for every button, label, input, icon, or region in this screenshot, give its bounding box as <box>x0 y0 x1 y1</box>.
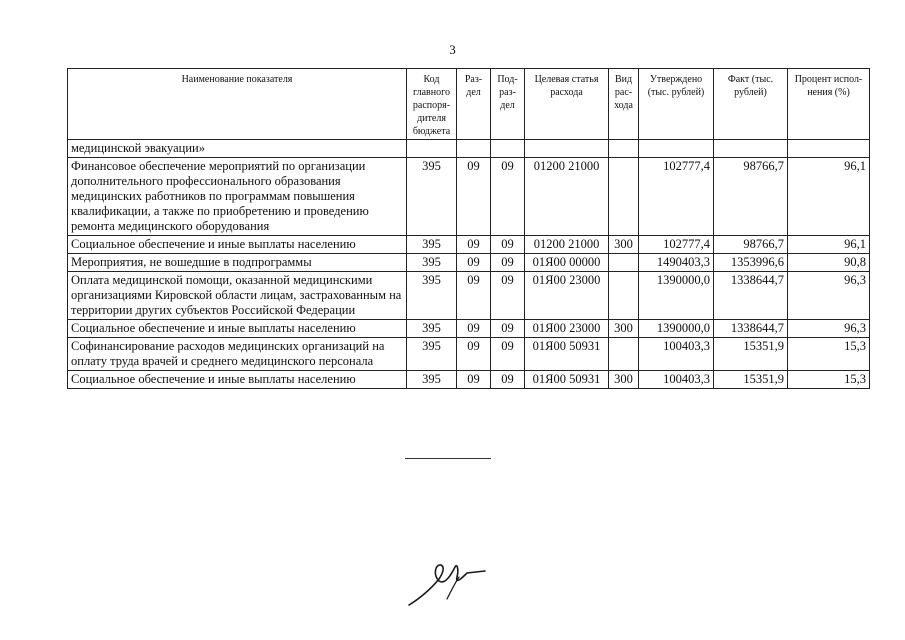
row-target-item: 01Я00 23000 <box>525 320 609 338</box>
row-admin-code: 395 <box>407 371 457 389</box>
row-admin-code: 395 <box>407 158 457 236</box>
row-name: Социальное обеспечение и иные выплаты населению <box>68 371 407 389</box>
row-target-item: 01Я00 50931 <box>525 371 609 389</box>
row-subsection <box>491 140 525 158</box>
row-expense-type <box>609 140 639 158</box>
table-header-row <box>68 69 870 140</box>
row-actual: 15351,9 <box>714 371 788 389</box>
row-approved: 1390000,0 <box>639 272 714 320</box>
budget-execution-table <box>67 68 870 389</box>
row-expense-type: 300 <box>609 371 639 389</box>
header-approved: Утверждено (тыс. рублей) <box>639 69 714 140</box>
row-admin-code <box>407 140 457 158</box>
row-admin-code: 395 <box>407 320 457 338</box>
row-actual <box>714 140 788 158</box>
row-approved: 1490403,3 <box>639 254 714 272</box>
row-approved: 1390000,0 <box>639 320 714 338</box>
row-actual: 1353996,6 <box>714 254 788 272</box>
row-subsection: 09 <box>491 371 525 389</box>
table-row <box>68 320 870 338</box>
row-actual: 1338644,7 <box>714 272 788 320</box>
row-actual: 1338644,7 <box>714 320 788 338</box>
row-percent: 15,3 <box>788 338 870 371</box>
row-actual: 98766,7 <box>714 158 788 236</box>
row-subsection: 09 <box>491 158 525 236</box>
table-row <box>68 158 870 236</box>
row-percent: 96,1 <box>788 158 870 236</box>
row-section: 09 <box>457 320 491 338</box>
row-admin-code: 395 <box>407 272 457 320</box>
row-percent: 96,3 <box>788 272 870 320</box>
row-subsection: 09 <box>491 236 525 254</box>
row-admin-code: 395 <box>407 236 457 254</box>
row-subsection: 09 <box>491 338 525 371</box>
row-section: 09 <box>457 338 491 371</box>
row-percent: 96,1 <box>788 236 870 254</box>
row-percent: 90,8 <box>788 254 870 272</box>
row-actual: 15351,9 <box>714 338 788 371</box>
header-actual: Факт (тыс. рублей) <box>714 69 788 140</box>
row-expense-type <box>609 254 639 272</box>
row-target-item: 01200 21000 <box>525 158 609 236</box>
header-section: Раз-дел <box>457 69 491 140</box>
row-name: Софинансирование расходов медицинских организаций на оплату труда врачей и среднего медицинского персонала <box>68 338 407 371</box>
page-number: 3 <box>449 42 456 57</box>
header-subsection: Под-раз-дел <box>491 69 525 140</box>
row-expense-type <box>609 272 639 320</box>
row-approved: 100403,3 <box>639 371 714 389</box>
row-section <box>457 140 491 158</box>
row-section: 09 <box>457 254 491 272</box>
row-subsection: 09 <box>491 272 525 320</box>
row-approved <box>639 140 714 158</box>
row-name: Социальное обеспечение и иные выплаты населению <box>68 320 407 338</box>
row-subsection: 09 <box>491 254 525 272</box>
header-target-item: Целевая статья расхода <box>525 69 609 140</box>
header-name: Наименование показателя <box>68 69 407 140</box>
row-section: 09 <box>457 371 491 389</box>
row-name: Мероприятия, не вошедшие в подпрограммы <box>68 254 407 272</box>
row-name: Социальное обеспечение и иные выплаты населению <box>68 236 407 254</box>
row-percent: 15,3 <box>788 371 870 389</box>
row-target-item: 01200 21000 <box>525 236 609 254</box>
row-expense-type <box>609 158 639 236</box>
row-approved: 102777,4 <box>639 236 714 254</box>
table-row <box>68 371 870 389</box>
row-section: 09 <box>457 272 491 320</box>
handwritten-signature <box>405 555 495 610</box>
table-row <box>68 236 870 254</box>
row-percent <box>788 140 870 158</box>
table-row <box>68 254 870 272</box>
row-target-item <box>525 140 609 158</box>
table-row <box>68 338 870 371</box>
table-row <box>68 140 870 158</box>
row-subsection: 09 <box>491 320 525 338</box>
row-expense-type: 300 <box>609 320 639 338</box>
row-actual: 98766,7 <box>714 236 788 254</box>
row-target-item: 01Я00 00000 <box>525 254 609 272</box>
row-name: медицинской эвакуации» <box>68 140 407 158</box>
row-section: 09 <box>457 158 491 236</box>
header-percent: Процент испол-нения (%) <box>788 69 870 140</box>
row-percent: 96,3 <box>788 320 870 338</box>
header-admin-code: Код главного распоря-дителя бюджета <box>407 69 457 140</box>
header-expense-type: Вид рас-хода <box>609 69 639 140</box>
row-expense-type: 300 <box>609 236 639 254</box>
row-admin-code: 395 <box>407 254 457 272</box>
row-name: Оплата медицинской помощи, оказанной медицинскими организациями Кировской области лицам, застрахованным на территории других субъектов Российской Федерации <box>68 272 407 320</box>
row-approved: 102777,4 <box>639 158 714 236</box>
row-admin-code: 395 <box>407 338 457 371</box>
table-row <box>68 272 870 320</box>
row-expense-type <box>609 338 639 371</box>
row-target-item: 01Я00 23000 <box>525 272 609 320</box>
row-section: 09 <box>457 236 491 254</box>
row-target-item: 01Я00 50931 <box>525 338 609 371</box>
row-approved: 100403,3 <box>639 338 714 371</box>
separator-line <box>405 458 491 459</box>
row-name: Финансовое обеспечение мероприятий по организации дополнительного профессионального образования медицинских работников по программам повышения квалификации, а также по приобретению и проведению ремонта медицинского оборудования <box>68 158 407 236</box>
